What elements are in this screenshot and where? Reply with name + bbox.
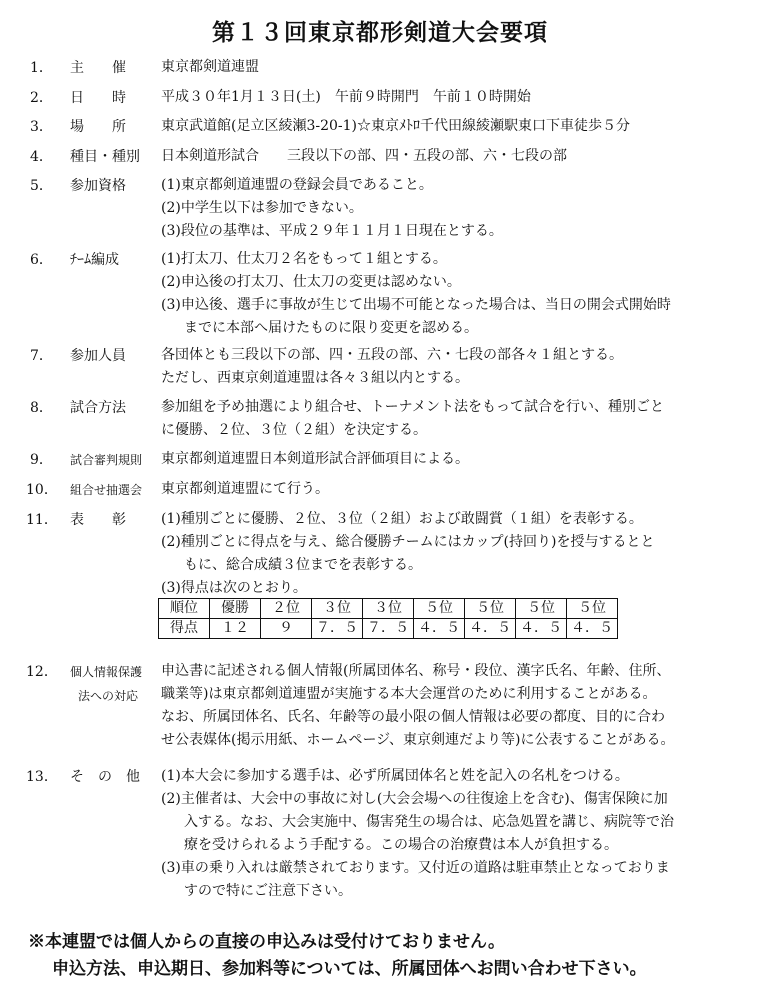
score-table xyxy=(158,598,618,639)
section-body xyxy=(161,396,742,442)
application-notice xyxy=(28,929,647,983)
section-number: 13． xyxy=(26,769,58,785)
table-cell: ４．５ xyxy=(516,619,567,639)
section-label: 表 彰 xyxy=(70,512,126,528)
section-body xyxy=(161,344,742,390)
body-line: (2)主催者は、大会中の事故に対し(大会会場への往復途上を含む)、傷害保険に加 xyxy=(161,791,668,807)
body-line: までに本部へ届けたものに限り変更を認める。 xyxy=(184,320,478,336)
body-line: もに、総合成績３位までを表彰する。 xyxy=(184,557,422,573)
section-number: 10． xyxy=(26,482,58,498)
body-line: 参加組を予め抽選により組合せ、トーナメント法をもって試合を行い、種別ごと xyxy=(161,399,665,415)
section-number: 7． xyxy=(30,348,53,364)
body-line: 各団体とも三段以下の部、四・五段の部、六・七段の部各々１組とする。 xyxy=(161,347,623,363)
section-label: 参加人員 xyxy=(70,348,126,364)
table-cell: ９ xyxy=(261,619,312,639)
body-line: (3)車の乗り入れは厳禁されております。又付近の道路は駐車禁止となっておりま xyxy=(161,860,670,876)
body-line: (3)段位の基準は、平成２９年１１月１日現在とする。 xyxy=(161,223,503,239)
section-number: 8． xyxy=(30,400,53,416)
body-line: すので特にご注意下さい。 xyxy=(184,883,352,899)
section-number: 4． xyxy=(30,149,53,165)
body-line: 職業等)は東京都剣道連盟が実施する本大会運営のために利用することがある。 xyxy=(161,686,657,702)
section-body xyxy=(161,765,742,903)
section-number: 3． xyxy=(30,119,53,135)
section-body xyxy=(161,478,742,501)
table-cell: ７．５ xyxy=(312,619,363,639)
table-cell: ４．５ xyxy=(414,619,465,639)
section-body xyxy=(161,174,742,243)
section-number: 5． xyxy=(30,178,53,194)
section-body xyxy=(161,145,742,168)
body-line: (1)種別ごとに優勝、２位、３位（２組）および敢闘賞（１組）を表彰する。 xyxy=(161,511,643,527)
section-label: 種目・種別 xyxy=(70,149,140,165)
table-cell: １２ xyxy=(210,619,261,639)
body-line: (3)申込後、選手に事故が生じて出場不可能となった場合は、当日の開会式開始時 xyxy=(161,297,671,313)
body-line: (3)得点は次のとおり。 xyxy=(161,580,307,596)
table-cell: ４．５ xyxy=(465,619,516,639)
section-body xyxy=(161,56,742,79)
table-cell: ５位 xyxy=(414,599,465,619)
table-cell: ５位 xyxy=(465,599,516,619)
notice-line: ※本連盟では個人からの直接の申込みは受付けておりません。 xyxy=(28,932,506,952)
table-cell: ３位 xyxy=(312,599,363,619)
body-line: (2)申込後の打太刀、仕太刀の変更は認めない。 xyxy=(161,274,461,290)
section-body xyxy=(161,508,742,600)
score-table-value-row xyxy=(159,619,618,639)
body-line: 東京都剣道連盟 xyxy=(161,59,259,75)
section-label: 日 時 xyxy=(70,90,126,106)
section-label: 主 催 xyxy=(70,60,126,76)
table-cell: 順位 xyxy=(159,599,210,619)
section-number: 2． xyxy=(30,90,53,106)
section-body xyxy=(161,86,742,109)
section-label: そ の 他 xyxy=(70,769,140,785)
section-number: 9． xyxy=(30,452,53,468)
table-cell: 得点 xyxy=(159,619,210,639)
body-line: 東京武道館(足立区綾瀬3-20-1)☆東京ﾒﾄﾛ千代田線綾瀬駅東口下車徒歩５分 xyxy=(161,118,631,134)
body-line: ただし、西東京剣道連盟は各々３組以内とする。 xyxy=(161,370,469,386)
body-line: (1)東京都剣道連盟の登録会員であること。 xyxy=(161,177,433,193)
section-label: 試合方法 xyxy=(70,400,126,416)
table-cell: ４．５ xyxy=(567,619,618,639)
score-table-header-row xyxy=(159,599,618,619)
section-number: 1． xyxy=(30,60,53,76)
section-label: ﾁｰﾑ編成 xyxy=(70,252,119,268)
section-body xyxy=(161,248,742,340)
body-line: なお、所属団体名、氏名、年齢等の最小限の個人情報は必要の都度、目的に合わ xyxy=(161,709,665,725)
notice-line: 申込方法、申込期日、参加料等については、所属団体へお問い合わせ下さい。 xyxy=(52,959,647,979)
section-body xyxy=(161,115,742,138)
body-line: 療を受けられるよう手配する。この場合の治療費は本人が負担する。 xyxy=(184,837,618,853)
body-line: せ公表媒体(掲示用紙、ホームページ、東京剣連だより等)に公表することがある。 xyxy=(161,732,675,748)
page-title: 第１３回東京都形剣道大会要項 xyxy=(212,19,548,46)
section-label: 参加資格 xyxy=(70,178,126,194)
body-line: (2)種別ごとに得点を与え、総合優勝チームにはカップ(持回り)を授与するとと xyxy=(161,534,655,550)
table-cell: ５位 xyxy=(567,599,618,619)
section-label: 個人情報保護 xyxy=(70,665,143,679)
body-line: 東京都剣道連盟にて行う。 xyxy=(161,481,329,497)
section-number: 6． xyxy=(30,252,53,268)
body-line: に優勝、２位、３位（２組）を決定する。 xyxy=(161,422,427,438)
section-label: 場 所 xyxy=(70,119,126,135)
body-line: (1)打太刀、仕太刀２名をもって１組とする。 xyxy=(161,251,447,267)
table-cell: ７．５ xyxy=(363,619,414,639)
section-body xyxy=(161,448,742,471)
section-number: 12． xyxy=(26,664,58,680)
section-body xyxy=(161,660,742,752)
section-label-second-line: 法への対応 xyxy=(78,689,139,703)
body-line: 平成３０年1月１３日(土) 午前９時開門 午前１０時開始 xyxy=(161,89,531,105)
body-line: (1)本大会に参加する選手は、必ず所属団体名と姓を記入の名札をつける。 xyxy=(161,768,629,784)
table-cell: ５位 xyxy=(516,599,567,619)
section-number: 11． xyxy=(26,512,58,528)
body-line: 日本剣道形試合 三段以下の部、四・五段の部、六・七段の部 xyxy=(161,148,567,164)
body-line: (2)中学生以下は参加できない。 xyxy=(161,200,363,216)
body-line: 入する。なお、大会実施中、傷害発生の場合は、応急処置を講じ、病院等で治 xyxy=(184,814,674,830)
table-cell: 優勝 xyxy=(210,599,261,619)
section-label: 試合審判規則 xyxy=(70,453,143,467)
section-label: 組合せ抽選会 xyxy=(70,483,143,497)
table-cell: ２位 xyxy=(261,599,312,619)
body-line: 申込書に記述される個人情報(所属団体名、称号・段位、漢字氏名、年齢、住所、 xyxy=(161,663,671,679)
table-cell: ３位 xyxy=(363,599,414,619)
body-line: 東京都剣道連盟日本剣道形試合評価項目による。 xyxy=(161,451,469,467)
